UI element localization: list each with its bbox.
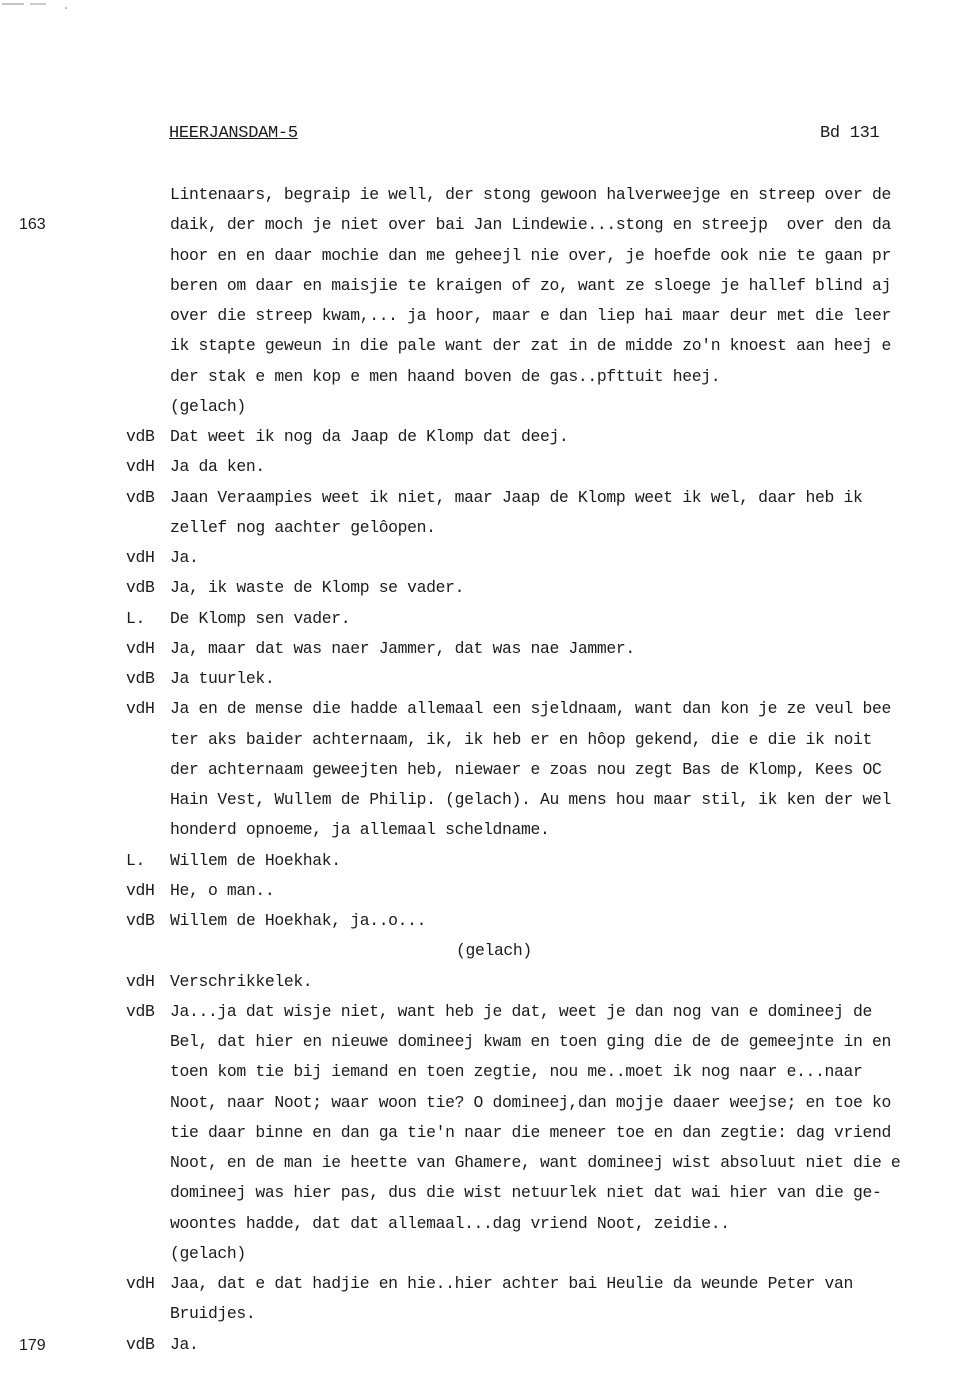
transcript-line: [0, 1027, 973, 1057]
line-text: Bel, dat hier en nieuwe domineej kwam en toen ging die de de gemeejnte in en: [170, 1032, 891, 1051]
transcript-line: [0, 725, 973, 755]
transcript-line: [0, 422, 973, 452]
line-text: Jaan Veraampies weet ik niet, maar Jaap de Klomp weet ik wel, daar heb ik: [170, 487, 863, 507]
line-text: Noot, en de man ie heette van Ghamere, want domineej wist absoluut niet die e: [170, 1153, 901, 1172]
transcript-line: [0, 452, 973, 482]
line-text: Lintenaars, begraip ie well, der stong gewoon halverweejge en streep over de: [170, 185, 891, 204]
transcript-line: [0, 543, 973, 573]
transcript-line: [0, 755, 973, 785]
transcript-line: [0, 241, 973, 271]
line-text: Ja.: [170, 1334, 199, 1354]
line-text: Ja...ja dat wisje niet, want heb je dat, weet je dan nog van e domineej de: [170, 1001, 872, 1021]
transcript-line: [0, 362, 973, 392]
line-text: beren om daar en maisjie te kraigen of zo, want ze sloege je hallef blind aj: [170, 275, 891, 295]
page-code: Bd 131: [820, 124, 880, 143]
transcript-line: [0, 573, 973, 603]
line-text: Ja da ken.: [170, 457, 265, 477]
speaker-label: vdH: [126, 1274, 155, 1293]
transcript-line: [0, 815, 973, 845]
line-text: hoor en en daar mochie dan me geheejl nie over, je hoefde ook nie te gaan pr: [170, 245, 891, 265]
line-text: ter aks baider achternaam, ik, ik heb er en hôop gekend, die e die ik noit: [170, 729, 872, 749]
speaker-label: vdB: [126, 487, 155, 507]
transcript-line: [0, 694, 973, 724]
speaker-label: vdB: [126, 1334, 155, 1354]
transcript-line: [0, 876, 973, 906]
transcript-line: [0, 1239, 973, 1269]
transcript-line: [0, 1148, 973, 1178]
transcript-line: [0, 936, 973, 966]
line-text: Bruidjes.: [170, 1304, 256, 1324]
transcript-line: [0, 1088, 973, 1118]
speaker-label: vdB: [126, 669, 155, 688]
line-text: Noot, naar Noot; waar woon tie? O domineej,dan mojje daaer weejse; en toe ko: [170, 1092, 891, 1112]
document-title: HEERJANSDAM-5: [169, 124, 298, 143]
speaker-label: vdH: [126, 699, 155, 719]
line-text: ik stapte geweun in die pale want der zat in de midde zo'n knoest aan heej e: [170, 336, 891, 356]
corner-dash-mark: [2, 0, 72, 12]
line-text: toen kom tie bij iemand en toen zegtie, nou me..moet ik nog naar e...naar: [170, 1062, 863, 1082]
line-text: daik, der moch je niet over bai Jan Lindewie...stong en streejp over den da: [170, 215, 891, 235]
line-text: zellef nog aachter gelôopen.: [170, 517, 436, 537]
transcript-line: [0, 210, 973, 240]
line-text: Ja, ik waste de Klomp se vader.: [170, 578, 465, 598]
line-text: tie daar binne en dan ga tie'n naar die meneer toe en dan zegtie: dag vriend: [170, 1122, 891, 1142]
line-text: De Klomp sen vader.: [170, 608, 351, 628]
transcript-line: [0, 483, 973, 513]
transcript-line: [0, 180, 973, 210]
line-text: Ja tuurlek.: [170, 669, 275, 688]
transcript-line: [0, 785, 973, 815]
transcript-line: [0, 1330, 973, 1360]
speaker-label: vdB: [126, 578, 155, 598]
transcript-line: [0, 846, 973, 876]
speaker-label: vdB: [126, 1001, 155, 1021]
transcript-line: [0, 301, 973, 331]
line-text: honderd opnoeme, ja allemaal scheldname.: [170, 820, 550, 840]
transcript-line: [0, 1118, 973, 1148]
line-text: Verschrikkelek.: [170, 971, 313, 991]
transcript-line: [0, 1178, 973, 1208]
speaker-label: vdH: [126, 548, 155, 567]
line-text: over die streep kwam,... ja hoor, maar e dan liep hai maar deur met die leer: [170, 306, 891, 325]
transcript-line: [0, 271, 973, 301]
speaker-label: vdB: [126, 427, 155, 446]
transcript-line: [0, 967, 973, 997]
speaker-label: vdH: [126, 880, 155, 900]
line-text: Ja, maar dat was naer Jammer, dat was nae Jammer.: [170, 638, 635, 658]
line-number-bottom: 179: [19, 1337, 46, 1354]
transcript-line: [0, 634, 973, 664]
line-number-top: 163: [19, 216, 46, 233]
transcript-line: [0, 1209, 973, 1239]
line-text: Dat weet ik nog da Jaap de Klomp dat deej.: [170, 427, 569, 446]
transcript-line: [0, 513, 973, 543]
line-text: woontes hadde, dat dat allemaal...dag vriend Noot, zeidie..: [170, 1213, 730, 1233]
line-text: der stak e men kop e men haand boven de gas..pfttuit heej.: [170, 366, 721, 386]
line-text: domineej was hier pas, dus die wist netuurlek niet dat wai hier van die ge-: [170, 1183, 882, 1203]
line-text: He, o man..: [170, 880, 275, 900]
transcript-line: [0, 1269, 973, 1299]
line-text: Willem de Hoekhak, ja..o...: [170, 911, 427, 930]
transcript-line: [0, 331, 973, 361]
transcript-line: [0, 906, 973, 936]
transcript-line: [0, 392, 973, 422]
line-text: (gelach): [456, 941, 532, 961]
line-text: Willem de Hoekhak.: [170, 850, 341, 870]
speaker-label: L.: [126, 608, 145, 628]
speaker-label: vdH: [126, 638, 155, 658]
line-text: der achternaam geweejten heb, niewaer e zoas nou zegt Bas de Klomp, Kees OC: [170, 759, 882, 779]
line-text: (gelach): [170, 396, 246, 416]
transcript-line: [0, 664, 973, 694]
transcript-line: [0, 1057, 973, 1087]
transcript-line: [0, 604, 973, 634]
line-text: Jaa, dat e dat hadjie en hie..hier achter bai Heulie da weunde Peter van: [170, 1274, 853, 1293]
line-text: Ja.: [170, 548, 199, 567]
speaker-label: L.: [126, 850, 145, 870]
speaker-label: vdH: [126, 971, 155, 991]
transcript-line: [0, 997, 973, 1027]
line-text: Ja en de mense die hadde allemaal een sjeldnaam, want dan kon je ze veul bee: [170, 699, 891, 719]
speaker-label: vdB: [126, 911, 155, 930]
line-text: Hain Vest, Wullem de Philip. (gelach). Au mens hou maar stil, ik ken der wel: [170, 790, 891, 809]
transcript-line: [0, 1299, 973, 1329]
line-text: (gelach): [170, 1243, 246, 1263]
speaker-label: vdH: [126, 457, 155, 477]
